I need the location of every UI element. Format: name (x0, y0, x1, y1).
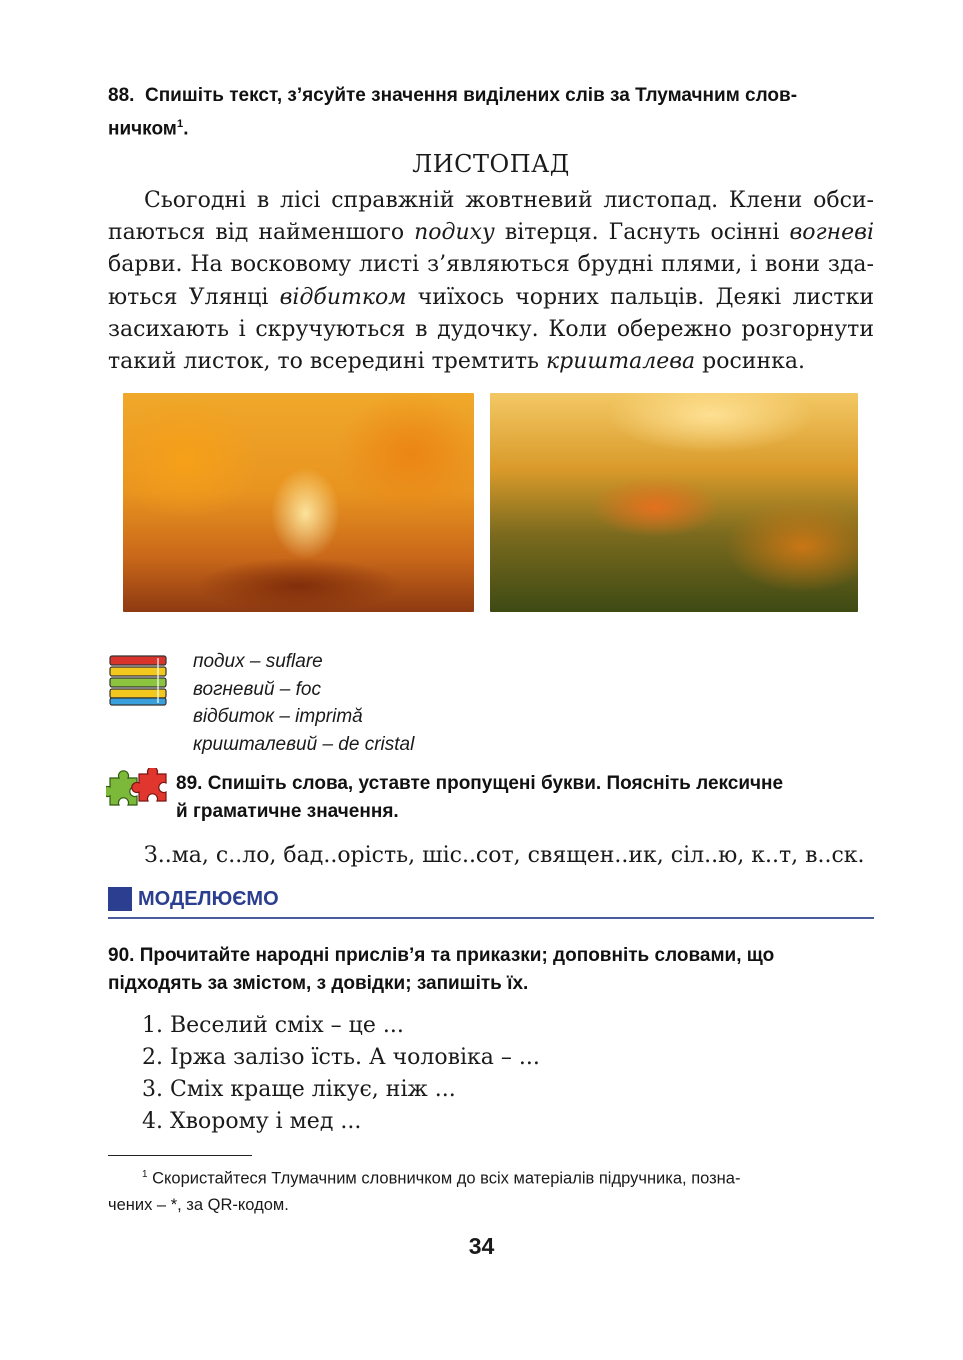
story-line-5: засихають і скручуються в дудочку. Коли обережно розгорнути (108, 317, 874, 342)
highlighted-word: відбитком (279, 285, 407, 310)
footnote-ref: 1 (176, 118, 184, 130)
footnote: $^1$ Скористайтеся Тлумачним словничком до всіх матеріалів підручника, позна- чених – *, за QR-кодом. (108, 1169, 741, 1214)
stacked-books-icon (108, 654, 170, 706)
proverb-item: 1. Веселий сміх – це ... (142, 1013, 404, 1038)
proverb-item: 4. Хворому і мед ... (142, 1109, 362, 1134)
puzzle-pieces-icon (106, 768, 170, 808)
story-line-3: барви. На восковому листі з’являються брудні плями, і вони зда- (108, 252, 874, 277)
story-line-1: Сьогодні в лісі справжній жовтневий листопад. Клени обси- (144, 188, 874, 213)
task-88-number: 88. (108, 85, 135, 106)
story-line-4: ються Улянці відбитком чиїхось чорних пальців. Деякі листки (108, 285, 874, 310)
story-line-6: такий листок, то всередині тремтить кришталева росинка. (108, 349, 805, 374)
highlighted-word: вогневі (789, 220, 875, 245)
vocabulary-list (193, 648, 414, 758)
task-88-line1: 88. Спишіть текст, з’ясуйте значення виділених слів за Тлумачним слов- (108, 85, 798, 106)
vocab-item: кришталевий – de cristal (193, 733, 415, 755)
task-89-words: З..ма, с..ло, бад..орість, шіс..сот, священ..ик, сіл..ю, к..т, в..ск. (144, 843, 865, 868)
proverb-list (142, 1010, 540, 1138)
proverb-item: 3. Сміх краще лікує, ніж ... (142, 1077, 456, 1102)
task-89: 89. Спишіть слова, уставте пропущені букви. Поясніть лексичне й граматичне значення. (176, 773, 784, 822)
story-line-2: паються від найменшого подиху вітерця. Гаснуть осінні вогневі (108, 220, 875, 245)
vocab-item: вогневий – foc (193, 678, 321, 700)
footnote-rule (108, 1155, 252, 1156)
highlighted-word: кришталева (545, 349, 696, 374)
story-title: ЛИСТОПАД (412, 150, 570, 178)
page-number: 34 (468, 1233, 495, 1259)
task-88-line2: ничком$^1$. (108, 118, 189, 140)
autumn-leaf-grass-photo (490, 393, 858, 612)
section-divider (108, 917, 874, 919)
section-marker (108, 887, 132, 911)
section-title: МОДЕЛЮЄМО (138, 888, 279, 910)
highlighted-word: подиху (414, 220, 495, 245)
task-90: 90. Прочитайте народні прислів’я та приказки; доповніть словами, що підходять за змістом, з довідки; запишіть їх. (108, 945, 775, 994)
autumn-forest-path-photo (123, 393, 474, 612)
footnote-mark: 1 (142, 1169, 148, 1180)
vocab-item: подих – suflare (193, 651, 323, 672)
proverb-item: 2. Іржа залізо їсть. А чоловіка – ... (142, 1045, 540, 1070)
task-88 (108, 82, 874, 143)
vocab-item: відбиток – imprimă (193, 706, 363, 727)
